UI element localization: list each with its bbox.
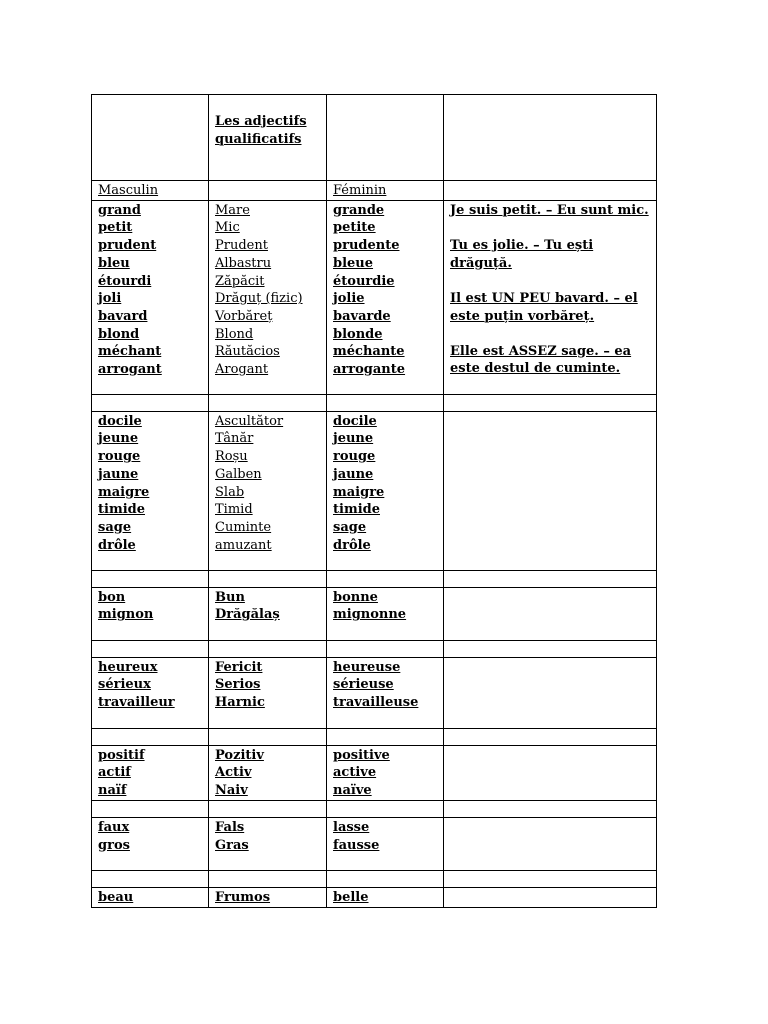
romanian-word: Drăgălaș: [215, 607, 280, 623]
masculine-word: joli: [98, 291, 122, 307]
romanian-cell: [209, 817, 327, 870]
spacer-cell: [209, 800, 327, 817]
spacer-cell: [92, 640, 209, 657]
romanian-word: Vorbăreț: [215, 308, 273, 324]
word-group-row: [92, 657, 657, 728]
example-sentence: Tu es jolie. – Tu ești drăguță.: [450, 237, 594, 271]
romanian-word: Frumos: [215, 889, 271, 905]
masculine-word: travailleur: [98, 695, 175, 711]
spacer-cell: [209, 870, 327, 887]
romanian-word: Prudent: [215, 238, 268, 254]
feminine-word: jolie: [333, 291, 365, 307]
notes-cell: [444, 587, 657, 640]
masculine-word: docile: [98, 413, 142, 429]
masculine-label: Masculin: [98, 183, 159, 198]
masculine-cell: [92, 587, 209, 640]
masculine-word: jeune: [98, 431, 139, 447]
romanian-word: Slab: [215, 484, 245, 500]
masculine-word: positif: [98, 747, 145, 763]
notes-cell: [444, 745, 657, 800]
masculine-word: rouge: [98, 449, 141, 465]
spacer-cell: [327, 394, 444, 411]
spacer-cell: [327, 570, 444, 587]
feminine-cell: [327, 411, 444, 570]
masculine-word: beau: [98, 889, 134, 905]
notes-cell: [444, 657, 657, 728]
feminine-word: prudente: [333, 238, 400, 254]
col-header-masculine: [92, 181, 209, 201]
romanian-word: Harnic: [215, 695, 265, 711]
spacer-cell: [209, 728, 327, 745]
feminine-word: arrogante: [333, 362, 406, 378]
feminine-word: positive: [333, 747, 390, 763]
title-line-2: qualificatifs: [215, 131, 302, 147]
romanian-word: Naiv: [215, 783, 248, 799]
masculine-word: bavard: [98, 308, 148, 324]
masculine-cell: [92, 887, 209, 907]
feminine-word: travailleuse: [333, 695, 419, 711]
masculine-word: sage: [98, 519, 132, 535]
feminine-cell: [327, 887, 444, 907]
feminine-word: fausse: [333, 837, 380, 853]
romanian-word: Arogant: [215, 362, 269, 378]
feminine-word: naïve: [333, 783, 372, 799]
example-sentence: Elle est ASSEZ sage. – ea este destul de cuminte.: [450, 343, 632, 377]
spacer-row: [92, 870, 657, 887]
feminine-word: jaune: [333, 466, 374, 482]
feminine-word: blonde: [333, 326, 383, 342]
spacer-cell: [92, 800, 209, 817]
feminine-cell: [327, 200, 444, 394]
spacer-cell: [444, 640, 657, 657]
spacer-cell: [444, 394, 657, 411]
masculine-word: méchant: [98, 344, 162, 360]
feminine-word: bleue: [333, 255, 374, 271]
romanian-word: Tânăr: [215, 431, 254, 447]
romanian-word: Drăguț (fizic): [215, 291, 303, 307]
romanian-word: amuzant: [215, 537, 272, 553]
romanian-cell: [209, 200, 327, 394]
word-group-row: [92, 887, 657, 907]
feminine-word: maigre: [333, 484, 385, 500]
romanian-word: Timid: [215, 502, 253, 518]
feminine-word: bavarde: [333, 308, 391, 324]
spacer-cell: [327, 640, 444, 657]
feminine-cell: [327, 817, 444, 870]
feminine-label: Féminin: [333, 183, 387, 198]
table-title: [209, 95, 327, 181]
feminine-word: lasse: [333, 819, 370, 835]
romanian-word: Activ: [215, 765, 252, 781]
romanian-word: Mare: [215, 202, 250, 218]
example-sentence: Je suis petit. – Eu sunt mic.: [450, 202, 649, 218]
feminine-cell: [327, 745, 444, 800]
romanian-word: Roșu: [215, 449, 248, 465]
romanian-word: Fericit: [215, 659, 263, 675]
adjectives-table: [91, 94, 657, 908]
masculine-word: jaune: [98, 466, 139, 482]
masculine-word: faux: [98, 819, 130, 835]
table-body: [92, 95, 657, 908]
romanian-word: Răutăcios: [215, 344, 280, 360]
romanian-cell: [209, 587, 327, 640]
romanian-word: Bun: [215, 589, 245, 605]
romanian-word: Cuminte: [215, 519, 272, 535]
masculine-word: gros: [98, 837, 130, 853]
feminine-word: bonne: [333, 589, 378, 605]
word-group-row: [92, 411, 657, 570]
romanian-cell: [209, 745, 327, 800]
spacer-row: [92, 640, 657, 657]
romanian-cell: [209, 657, 327, 728]
notes-cell: [444, 200, 657, 394]
example-sentence: Il est UN PEU bavard. – el este puțin vorbăreț.: [450, 290, 638, 324]
masculine-word: prudent: [98, 238, 157, 254]
spacer-cell: [444, 728, 657, 745]
masculine-word: naïf: [98, 783, 127, 799]
col-header-feminine: [327, 181, 444, 201]
spacer-cell: [92, 570, 209, 587]
feminine-word: mignonne: [333, 607, 407, 623]
romanian-word: Ascultător: [215, 413, 284, 429]
spacer-cell: [209, 394, 327, 411]
spacer-row: [92, 570, 657, 587]
romanian-cell: [209, 411, 327, 570]
spacer-cell: [92, 728, 209, 745]
title-cell-empty-4: [444, 95, 657, 181]
romanian-word: Mic: [215, 220, 240, 236]
masculine-cell: [92, 411, 209, 570]
spacer-cell: [327, 870, 444, 887]
header-row: [92, 181, 657, 201]
feminine-word: sage: [333, 519, 367, 535]
feminine-cell: [327, 587, 444, 640]
title-cell-empty-3: [327, 95, 444, 181]
romanian-word: Serios: [215, 677, 261, 693]
masculine-cell: [92, 817, 209, 870]
romanian-word: Galben: [215, 466, 262, 482]
romanian-word: Blond: [215, 326, 254, 342]
feminine-word: timide: [333, 502, 380, 518]
spacer-row: [92, 394, 657, 411]
feminine-word: petite: [333, 220, 376, 236]
feminine-word: drôle: [333, 537, 371, 553]
spacer-cell: [209, 640, 327, 657]
spacer-cell: [209, 570, 327, 587]
spacer-cell: [92, 394, 209, 411]
masculine-word: timide: [98, 502, 145, 518]
feminine-word: grande: [333, 202, 385, 218]
feminine-word: étourdie: [333, 273, 395, 289]
notes-cell: [444, 411, 657, 570]
feminine-word: jeune: [333, 431, 374, 447]
masculine-cell: [92, 200, 209, 394]
feminine-cell: [327, 657, 444, 728]
col-header-empty-4: [444, 181, 657, 201]
masculine-word: actif: [98, 765, 131, 781]
col-header-empty: [209, 181, 327, 201]
spacer-row: [92, 728, 657, 745]
romanian-word: Albastru: [215, 255, 272, 271]
title-cell-empty-1: [92, 95, 209, 181]
masculine-word: heureux: [98, 659, 158, 675]
masculine-word: drôle: [98, 537, 136, 553]
notes-cell: [444, 887, 657, 907]
masculine-word: arrogant: [98, 362, 162, 378]
romanian-word: Pozitiv: [215, 747, 264, 763]
title-line-1: Les adjectifs: [215, 114, 307, 129]
title-row: [92, 95, 657, 181]
masculine-word: bon: [98, 589, 126, 605]
romanian-word: Gras: [215, 837, 249, 853]
masculine-word: petit: [98, 220, 133, 236]
word-group-row: [92, 745, 657, 800]
masculine-word: bleu: [98, 255, 130, 271]
masculine-word: sérieux: [98, 677, 151, 693]
romanian-word: Zăpăcit: [215, 273, 265, 289]
spacer-row: [92, 800, 657, 817]
romanian-word: Fals: [215, 819, 245, 835]
notes-cell: [444, 817, 657, 870]
feminine-word: rouge: [333, 449, 376, 465]
word-group-row: [92, 817, 657, 870]
feminine-word: sérieuse: [333, 677, 394, 693]
masculine-word: grand: [98, 202, 141, 218]
feminine-word: docile: [333, 413, 377, 429]
spacer-cell: [92, 870, 209, 887]
spacer-cell: [327, 800, 444, 817]
feminine-word: méchante: [333, 344, 405, 360]
spacer-cell: [444, 870, 657, 887]
feminine-word: heureuse: [333, 659, 401, 675]
word-group-row: [92, 200, 657, 394]
spacer-cell: [444, 570, 657, 587]
masculine-cell: [92, 657, 209, 728]
masculine-word: maigre: [98, 484, 150, 500]
masculine-word: mignon: [98, 607, 154, 623]
masculine-word: blond: [98, 326, 140, 342]
feminine-word: belle: [333, 889, 369, 905]
word-group-row: [92, 587, 657, 640]
spacer-cell: [444, 800, 657, 817]
masculine-word: étourdi: [98, 273, 152, 289]
masculine-cell: [92, 745, 209, 800]
romanian-cell: [209, 887, 327, 907]
spacer-cell: [327, 728, 444, 745]
feminine-word: active: [333, 765, 377, 781]
